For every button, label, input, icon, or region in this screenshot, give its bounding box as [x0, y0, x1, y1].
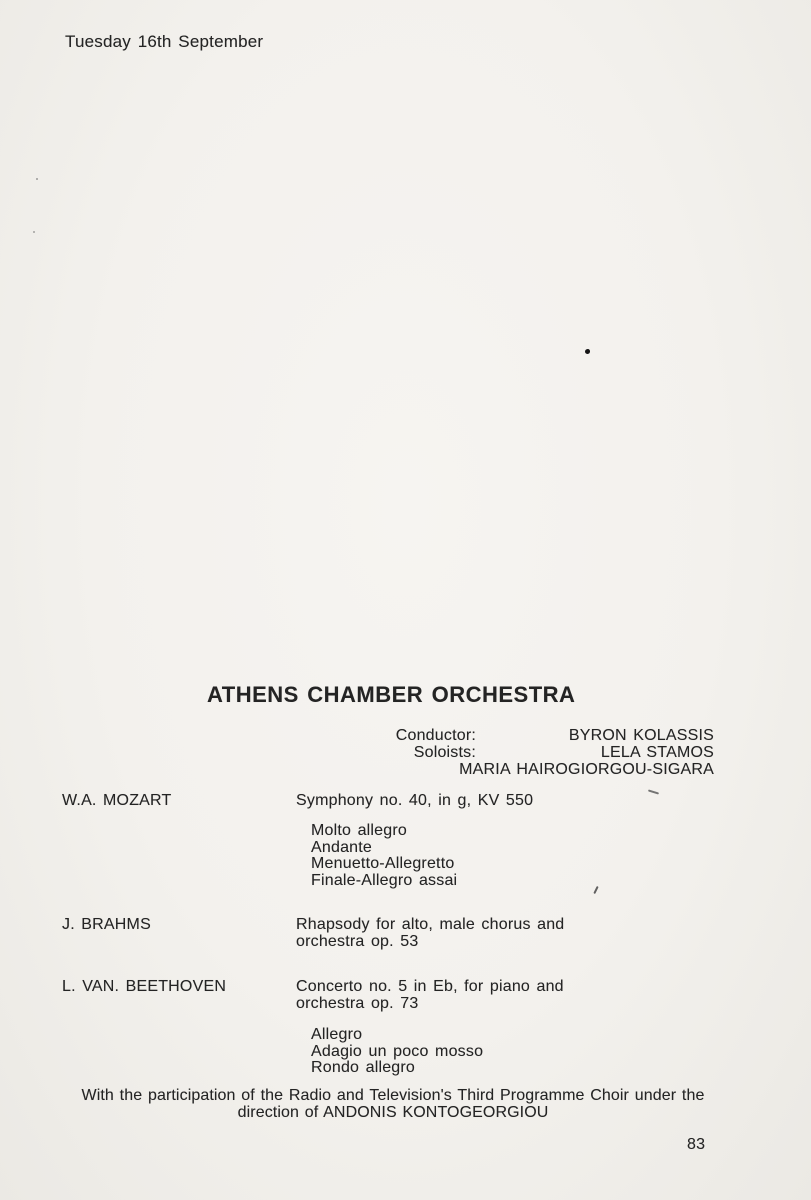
soloist-name-1: LELA STAMOS: [600, 744, 714, 762]
work-title-line: Concerto no. 5 in Eb, for piano and: [296, 978, 564, 995]
movement: Allegro: [311, 1026, 363, 1043]
credits-block: [300, 727, 714, 779]
movements-beethoven: [311, 1027, 483, 1077]
composer-beethoven: L. VAN. BEETHOVEN: [62, 978, 227, 995]
conductor-label: Conductor:: [395, 727, 476, 744]
credit-row-soloist-1: [300, 744, 714, 761]
credit-row-conductor: [300, 727, 714, 744]
movement: Menuetto-Allegretto: [311, 855, 455, 872]
movement: Andante: [311, 838, 373, 856]
soloists-label-spacer: [300, 761, 459, 778]
conductor-name: BYRON KOLASSIS: [568, 727, 714, 744]
participation-note-line: direction of ANDONIS KONTOGEORGIOU: [237, 1104, 549, 1122]
page-title: ATHENS CHAMBER ORCHESTRA: [207, 682, 576, 707]
soloists-label: Soloists:: [413, 744, 476, 762]
participation-note-line: With the participation of the Radio and Television's Third Programme Choir under the: [81, 1087, 705, 1104]
scan-speck-artifact: [36, 178, 38, 180]
work-title-line: Symphony no. 40, in g, KV 550: [296, 792, 534, 809]
movement: Finale-Allegro assai: [311, 871, 458, 889]
scan-speck-artifact: [33, 231, 35, 233]
credit-row-soloist-2: [300, 761, 714, 778]
scan-mark-artifact: [648, 789, 659, 794]
page-number: 83: [687, 1136, 706, 1153]
scan-mark-artifact: [593, 886, 598, 894]
composer-brahms: J. BRAHMS: [62, 916, 151, 933]
work-title-mozart: [296, 792, 574, 809]
date-header: Tuesday 16th September: [65, 32, 264, 51]
composer-mozart: W.A. MOZART: [62, 792, 172, 809]
participation-note: [30, 1087, 756, 1122]
work-title-brahms: [296, 916, 574, 950]
work-title-line: Rhapsody for alto, male chorus and: [296, 916, 565, 933]
movement: Rondo allegro: [311, 1059, 416, 1076]
movement: Molto allegro: [311, 822, 408, 839]
soloist-name-2: MARIA HAIROGIORGOU-SIGARA: [459, 761, 714, 779]
scan-dot-artifact: [585, 349, 590, 354]
work-title-beethoven: [296, 978, 574, 1012]
movement: Adagio un poco mosso: [311, 1042, 484, 1060]
movements-mozart: [311, 823, 457, 889]
work-title-line: orchestra op. 73: [296, 995, 419, 1013]
work-title-line: orchestra op. 53: [296, 933, 419, 951]
